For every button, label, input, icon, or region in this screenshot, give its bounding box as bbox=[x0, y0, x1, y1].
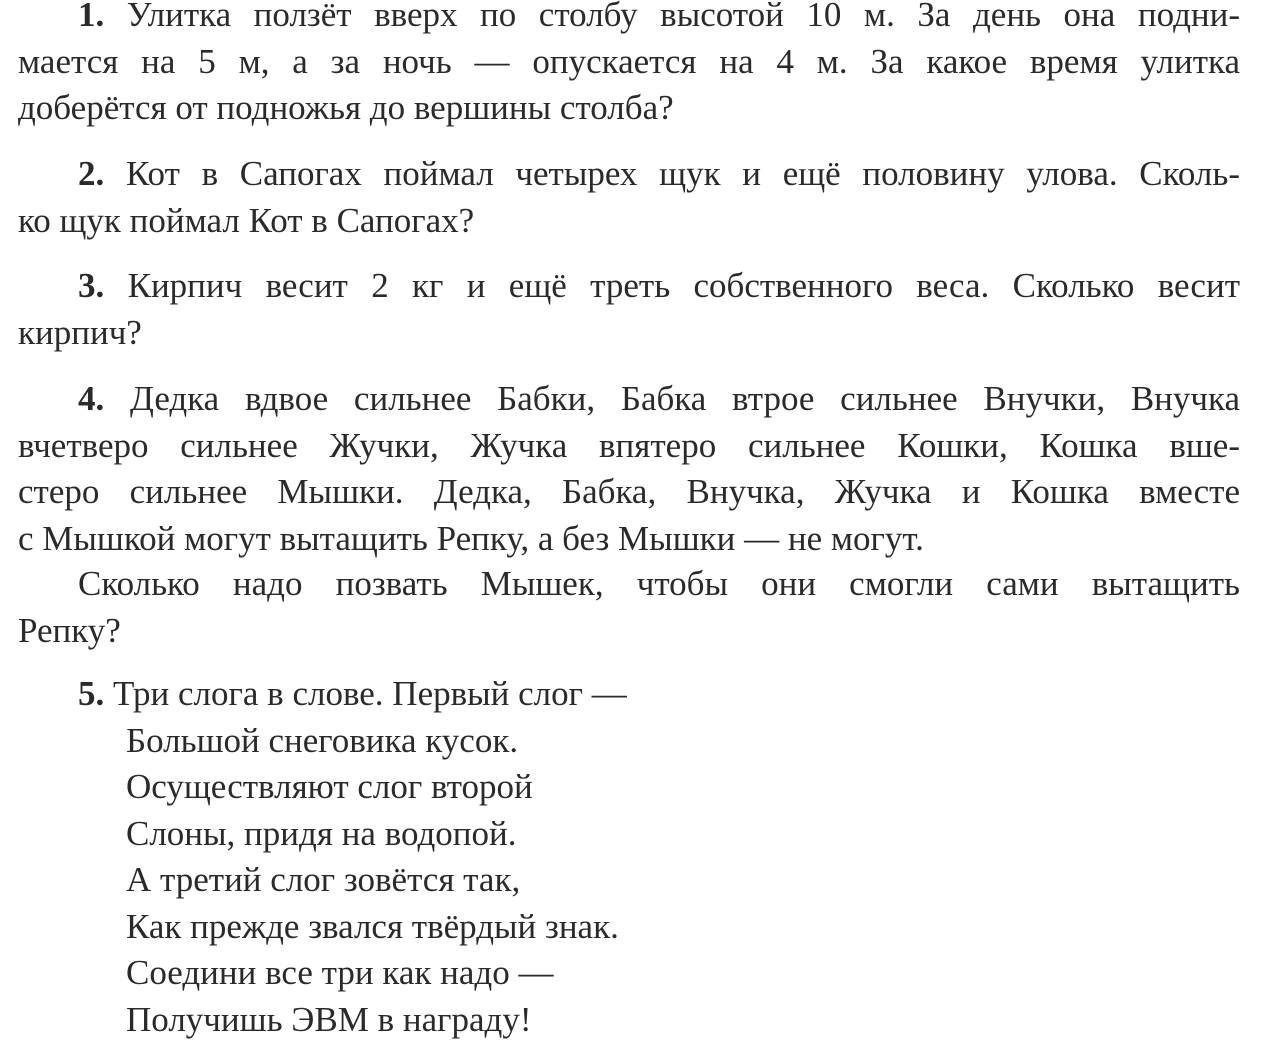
problem-4-line-1: 4. Дедка вдвое сильнее Бабки, Бабка втрое сильнее Внучки, Внучка bbox=[78, 379, 1241, 418]
problem-3 bbox=[18, 263, 1240, 356]
problem-5-line-1: 5. Три слога в слове. Первый слог — bbox=[78, 674, 627, 713]
problem-4 bbox=[18, 376, 1240, 562]
problem-3-number: 3. bbox=[78, 266, 105, 305]
poem-line-8: Получишь ЭВМ в награду! bbox=[126, 999, 532, 1039]
problem-5-riddle bbox=[18, 671, 1240, 1043]
problem-4-question-line-1: Сколько надо позвать Мышек, чтобы они смогли сами вытащить bbox=[78, 564, 1240, 603]
problem-1-line-1: 1. Улитка ползёт вверх по столбу высотой 10 м. За день она подни- bbox=[18, 0, 1240, 39]
problem-4-number: 4. bbox=[78, 379, 105, 418]
problem-4-line-4: с Мышкой могут вытащить Репку, а без Мышки — не могут. bbox=[18, 518, 924, 558]
problem-3-line-2: кирпич? bbox=[18, 312, 142, 352]
poem-line-2: Большой снеговика кусок. bbox=[126, 720, 519, 760]
poem-line-7: Соедини все три как надо — bbox=[126, 953, 554, 992]
problem-4-line-2: вчетверо сильнее Жучки, Жучка впятеро сильнее Кошки, Кошка вше- bbox=[18, 425, 1240, 465]
problem-1-line-3: доберётся от подножья до вершины столба? bbox=[18, 88, 674, 127]
poem-line-4: Слоны, придя на водопой. bbox=[126, 813, 517, 853]
problem-1-number: 1. bbox=[78, 0, 105, 34]
problem-1 bbox=[18, 0, 1240, 132]
poem-line-3: Осуществляют слог второй bbox=[126, 767, 533, 806]
problem-2-line-1: 2. Кот в Сапогах поймал четырех щук и ещё половину улова. Сколь- bbox=[78, 154, 1240, 193]
problem-2-line-2: ко щук поймал Кот в Сапогах? bbox=[18, 200, 475, 240]
problem-2 bbox=[18, 151, 1240, 244]
problem-4-line-3: стеро сильнее Мышки. Дедка, Бабка, Внучка, Жучка и Кошка вместе bbox=[18, 472, 1240, 511]
problem-4-question-line-2: Репку? bbox=[18, 610, 121, 650]
problem-5-number: 5. bbox=[78, 674, 105, 713]
problem-2-number: 2. bbox=[78, 154, 105, 193]
poem-line-6: Как прежде звался твёрдый знак. bbox=[126, 906, 619, 946]
poem-line-5: А третий слог зовётся так, bbox=[126, 860, 521, 899]
problem-4-question bbox=[18, 561, 1240, 654]
problem-1-line-2: мается на 5 м, а за ночь — опускается на 4 м. За какое время улитка bbox=[18, 41, 1240, 81]
problem-3-line-1: 3. Кирпич весит 2 кг и ещё треть собственного веса. Сколько весит bbox=[78, 266, 1240, 305]
